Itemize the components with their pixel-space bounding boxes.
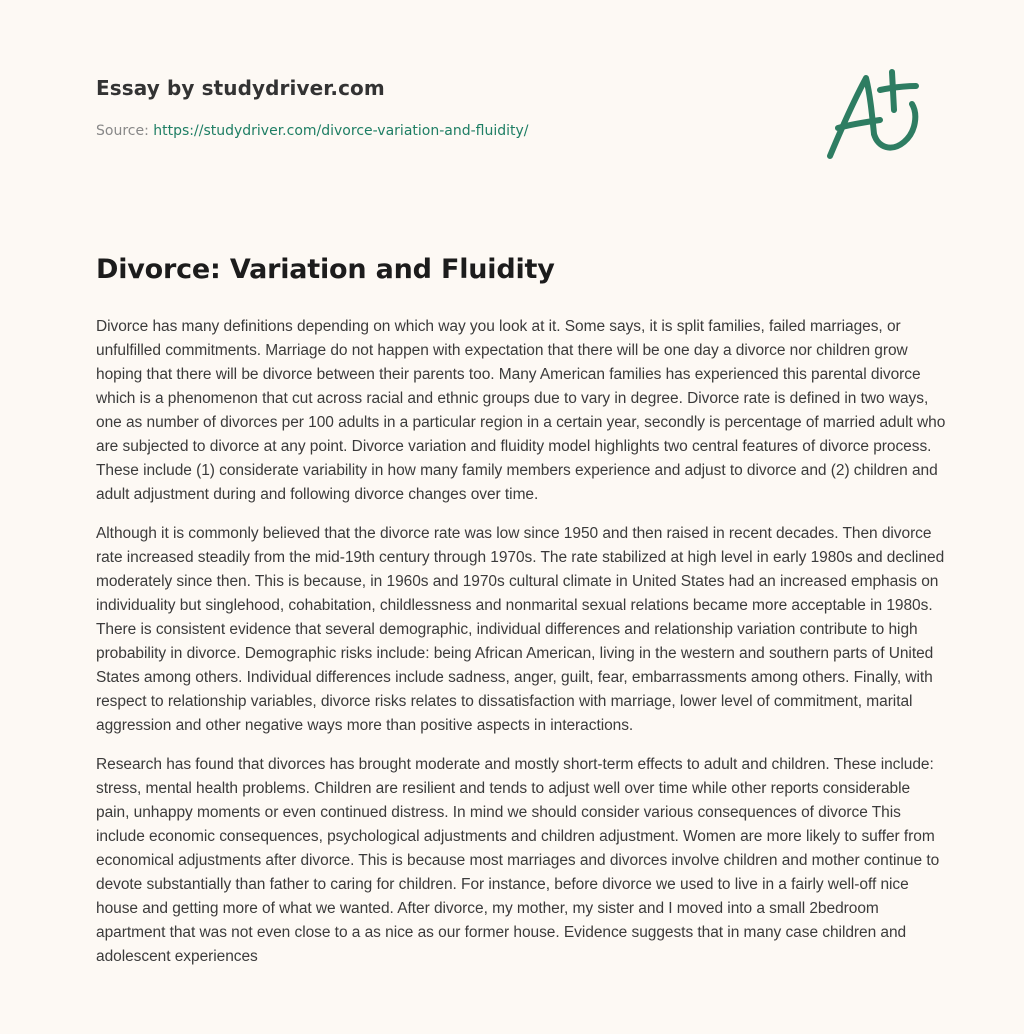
- site-title: Essay by studydriver.com: [96, 76, 385, 100]
- a-plus-grade-icon: [818, 64, 936, 168]
- essay-paragraph: Although it is commonly believed that the divorce rate was low since 1950 and then raised in recent decades. Then divorce rate increased steadily from the mid-19th century through 1970s. The rate stabilized at high level in early 1980s and declined moderately since then. This is because, in 1960s and 1970s cultural climate in United States had an increased emphasis on individuality but singlehood, cohabitation, childlessness and nonmarital sexual relations became more acceptable in 1980s. There is consistent evidence that several demographic, individual differences and relationship variation contribute to high probability in divorce. Demographic risks include: being African American, living in the western and southern parts of United States among others. Individual differences include sadness, anger, guilt, fear, embarrassments among others. Finally, with respect to relationship variables, divorce risks relates to dissatisfaction with marriage, lower level of commitment, marital aggression and other negative ways more than positive aspects in interactions.: [96, 525, 945, 734]
- source-link[interactable]: https://studydriver.com/divorce-variation-and-fluidity/: [153, 123, 529, 139]
- essay-title: Divorce: Variation and Fluidity: [96, 254, 555, 285]
- source-label: Source:: [96, 123, 154, 139]
- page-header: [96, 76, 529, 139]
- essay-body: [96, 315, 946, 984]
- essay-paragraph: Divorce has many definitions depending on which way you look at it. Some says, it is split families, failed marriages, or unfulfilled commitments. Marriage do not happen with expectation that there will be one day a divorce nor children grow hoping that there will be divorce between their parents too. Many American families has experienced this parental divorce which is a phenomenon that cut across racial and ethnic groups due to vary in degree. Divorce rate is defined in two ways, one as number of divorces per 100 adults in a particular region in a certain year, secondly is percentage of married adult who are subjected to divorce at any point. Divorce variation and fluidity model highlights two central features of divorce process. These include (1) considerate variability in how many family members experience and adjust to divorce and (2) children and adult adjustment during and following divorce changes over time.: [96, 318, 946, 503]
- essay-paragraph: Research has found that divorces has brought moderate and mostly short-term effects to adult and children. These include: stress, mental health problems. Children are resilient and tends to adjust well over time while other reports considerable pain, unhappy moments or even continued distress. In mind we should consider various consequences of divorce This include economic consequences, psychological adjustments and children adjustment. Women are more likely to suffer from economical adjustments after divorce. This is because most marriages and divorces involve children and mother continue to devote substantially than father to caring for children. For instance, before divorce we used to live in a fairly well-off nice house and getting more of what we wanted. After divorce, my mother, my sister and I moved into a small 2bedroom apartment that was not even close to a as nice as our former house. Evidence suggests that in many case children and adolescent experiences: [96, 756, 940, 965]
- source-line: [96, 123, 529, 139]
